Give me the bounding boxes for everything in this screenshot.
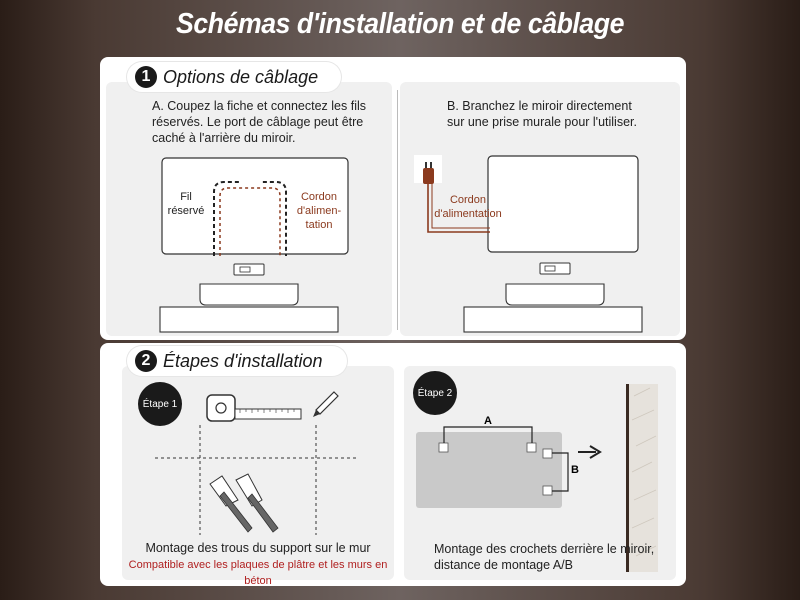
section-2-number: 2 xyxy=(135,350,157,372)
option-a-line-2: réservés. Le port de câblage peut être xyxy=(152,115,364,129)
step-1-badge: Étape 1 xyxy=(138,382,182,426)
hook-4 xyxy=(543,486,552,495)
option-b-line-1: B. Branchez le miroir directement xyxy=(447,99,632,113)
tape-measure-icon xyxy=(207,395,235,421)
pencil-icon xyxy=(313,392,338,417)
section-1-title: Options de câblage xyxy=(163,66,319,87)
section-1-number: 1 xyxy=(135,66,157,88)
power-cord-b-label-1: Cordon xyxy=(449,194,487,206)
power-cord-a-label-2: d'alimen- xyxy=(296,205,342,217)
option-a-line-3: caché à l'arrière du miroir. xyxy=(152,131,296,145)
section-2-title: Étapes d'installation xyxy=(163,350,323,371)
hook-2 xyxy=(527,443,536,452)
power-cord-a-label-3: tation xyxy=(305,219,333,231)
arrow-to-wall-icon xyxy=(578,446,600,458)
dimension-b-label: B xyxy=(571,464,579,476)
step-1-note: Compatible avec les plaques de plâtre et les murs en béton xyxy=(128,559,388,587)
dimension-a-label: A xyxy=(484,415,492,427)
option-a-line-1: A. Coupez la fiche et connectez les fils xyxy=(152,99,367,113)
step-2-caption-line-2: distance de montage A/B xyxy=(434,558,573,572)
reserved-wire-label-2: réservé xyxy=(167,205,205,217)
mirror-back xyxy=(416,432,562,508)
screw-anchor-icon xyxy=(210,474,278,532)
power-cord-b-label-2: d'alimentation xyxy=(434,208,502,220)
hook-1 xyxy=(439,443,448,452)
step-2-caption xyxy=(434,541,674,573)
reserved-wire-label-1: Fil xyxy=(180,191,192,203)
main-title: Schémas d'installation et de câblage xyxy=(176,8,624,40)
step-2-caption-line-1: Montage des crochets derrière le miroir, xyxy=(434,542,655,556)
option-b-line-2: sur une prise murale pour l'utiliser. xyxy=(447,115,637,129)
hook-3 xyxy=(543,449,552,458)
tape-blade xyxy=(235,409,301,419)
power-cord-a-label-1: Cordon xyxy=(300,191,338,203)
step-2-badge: Étape 2 xyxy=(413,371,457,415)
step-1-caption: Montage des trous du support sur le mur xyxy=(145,541,371,555)
